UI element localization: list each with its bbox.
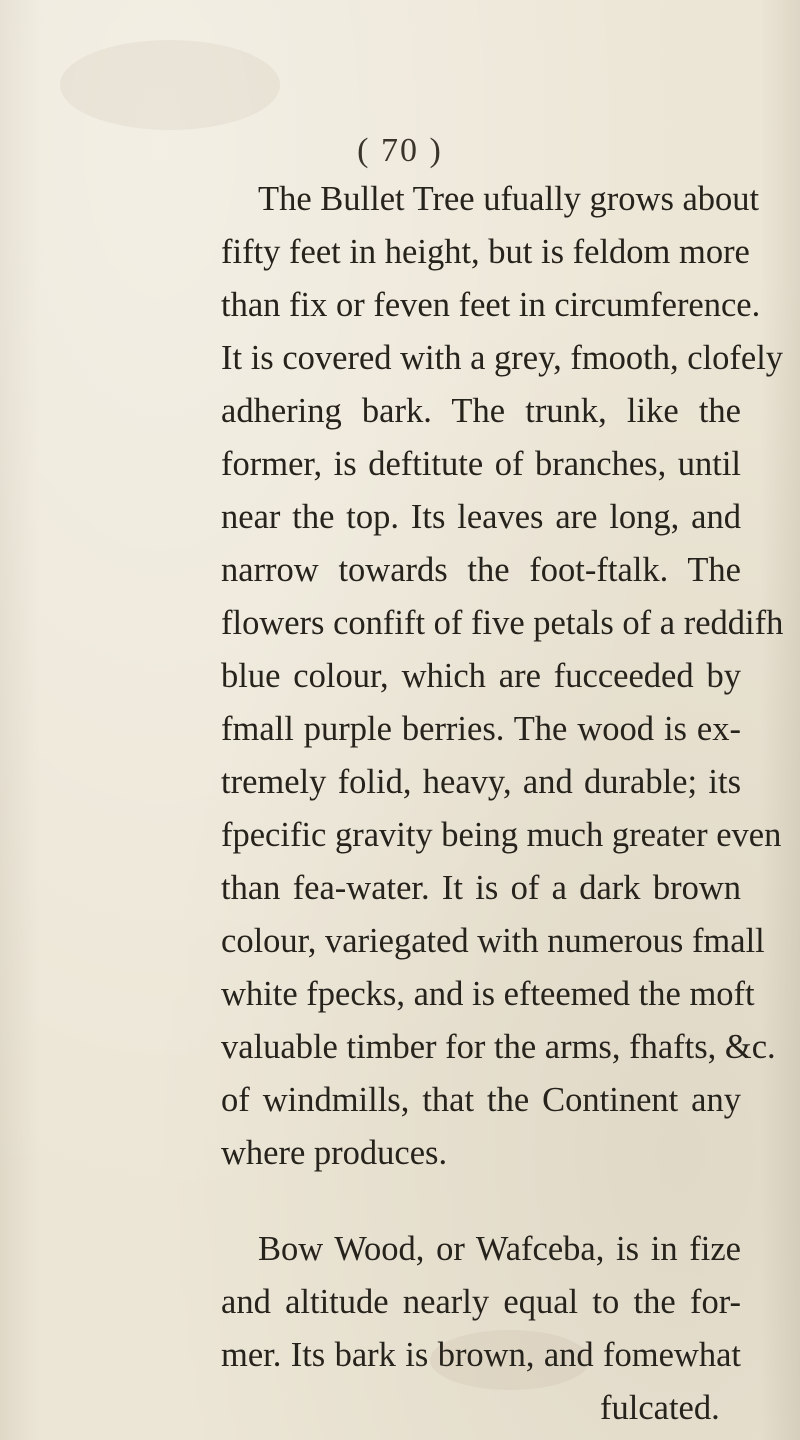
- text-line: near the top. Its leaves are long, and: [221, 498, 741, 536]
- text-line: fmall purple berries. The wood is ex-: [221, 710, 741, 748]
- text-line: It is covered with a grey, fmooth, clofely: [221, 339, 784, 377]
- text-line: valuable timber for the arms, fhafts, &c.: [221, 1028, 776, 1066]
- text-line: fulcated.: [600, 1389, 720, 1427]
- text-line: mer. Its bark is brown, and fomewhat: [221, 1336, 741, 1374]
- text-line: and altitude nearly equal to the for-: [221, 1283, 741, 1321]
- text-line: Bow Wood, or Wafceba, is in fize: [258, 1230, 741, 1268]
- text-line: where produces.: [221, 1134, 448, 1172]
- text-line: white fpecks, and is efteemed the moft: [221, 975, 755, 1013]
- text-line: of windmills, that the Continent any: [221, 1081, 741, 1119]
- text-line: than fix or feven feet in circumference.: [221, 286, 761, 324]
- text-line: fifty feet in height, but is feldom more: [221, 233, 750, 271]
- text-line: colour, variegated with numerous fmall: [221, 922, 765, 960]
- text-line: fpecific gravity being much greater even: [221, 816, 782, 854]
- text-line: tremely folid, heavy, and durable; its: [221, 763, 741, 801]
- text-line: than fea-water. It is of a dark brown: [221, 869, 741, 907]
- text-line: former, is deftitute of branches, until: [221, 445, 741, 483]
- text-line: flowers confift of five petals of a reddifh: [221, 604, 784, 642]
- text-line: blue colour, which are fucceeded by: [221, 657, 741, 695]
- text-line: The Bullet Tree ufually grows about: [258, 180, 760, 218]
- paper-stain: [60, 40, 280, 130]
- text-line: narrow towards the foot-ftalk. The: [221, 551, 741, 589]
- page-number: ( 70 ): [357, 132, 443, 169]
- text-line: adhering bark. The trunk, like the: [221, 392, 741, 430]
